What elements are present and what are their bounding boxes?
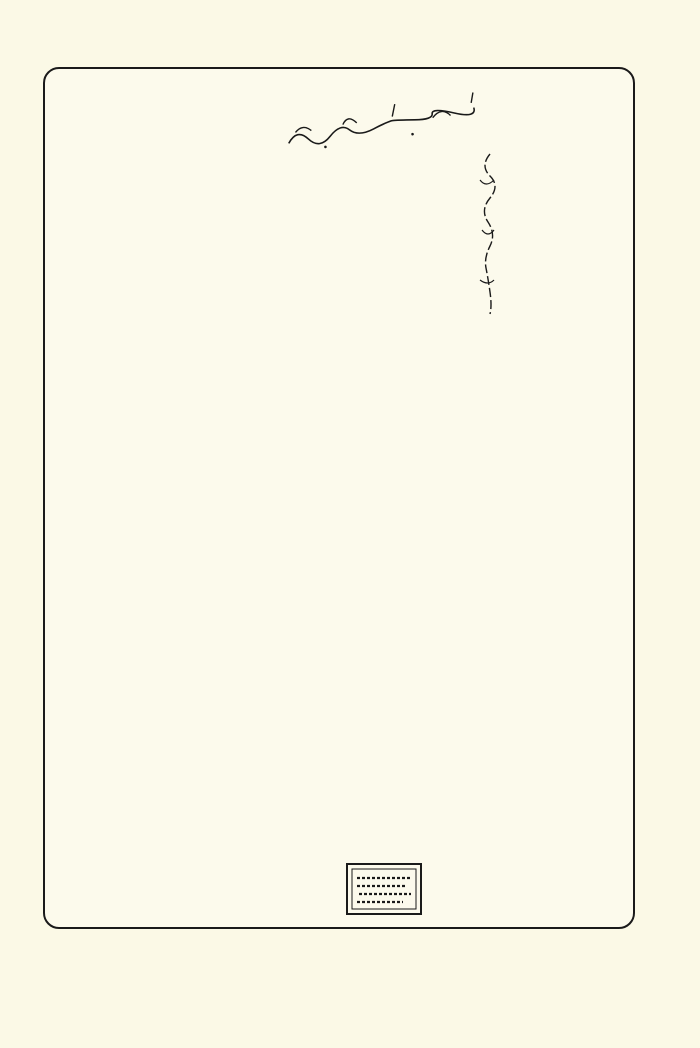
manuscript-seal	[345, 862, 423, 916]
